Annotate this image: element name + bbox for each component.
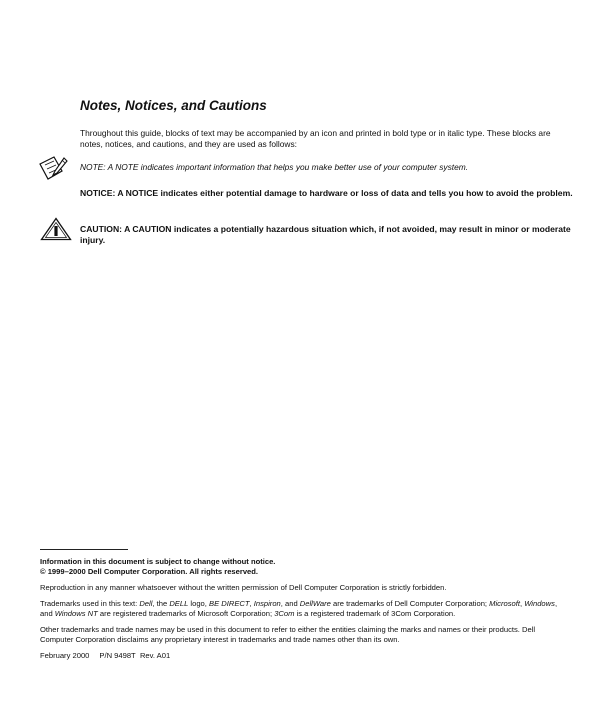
caution-text: CAUTION: A CAUTION indicates a potentially hazardous situation which, if not avoided, may result in minor or moderate injury.	[80, 224, 571, 245]
change-notice: Information in this document is subject to change without notice.	[40, 557, 276, 566]
part-number: P/N 9498T	[99, 651, 136, 660]
print-date: February 2000	[40, 651, 90, 660]
caution-warning-icon	[40, 217, 72, 241]
footer-divider	[40, 549, 128, 550]
other-trademarks-paragraph: Other trademarks and trade names may be used in this document to refer to either the entities claiming the marks and names or their products. Dell Computer Corporation disclaims any proprietary interest in trademarks and trade names other than its own.	[40, 625, 536, 644]
print-info	[40, 651, 562, 661]
footer-legal-header	[40, 557, 562, 577]
footer	[40, 557, 562, 667]
page-title: Notes, Notices, and Cautions	[80, 98, 267, 113]
reproduction-notice: Reproduction in any manner whatsoever without the written permission of Dell Computer Corporation is strictly forbidden.	[40, 583, 447, 592]
copyright: © 1999–2000 Dell Computer Corporation. All rights reserved.	[40, 567, 259, 576]
revision: Rev. A01	[139, 651, 171, 660]
trademarks-paragraph: Trademarks used in this text: Dell, the DELL logo, BE DIRECT, Inspiron, and DellWare are trademarks of Dell Computer Corporation; Microsoft, Windows, and Windows NT are registered trademarks of Microsoft Corporation; 3Com is a registered trademark of 3Com Corporation.	[40, 599, 558, 618]
intro-paragraph: Throughout this guide, blocks of text may be accompanied by an icon and printed in bold type or in italic type. These blocks are notes, notices, and cautions, and they are used as follows:	[80, 128, 551, 149]
notice-text: NOTICE: A NOTICE indicates either potential damage to hardware or loss of data and tells you how to avoid the problem.	[80, 188, 573, 198]
note-text: NOTE: A NOTE indicates important information that helps you make better use of your computer system.	[80, 162, 469, 172]
note-pencil-icon	[38, 154, 68, 182]
